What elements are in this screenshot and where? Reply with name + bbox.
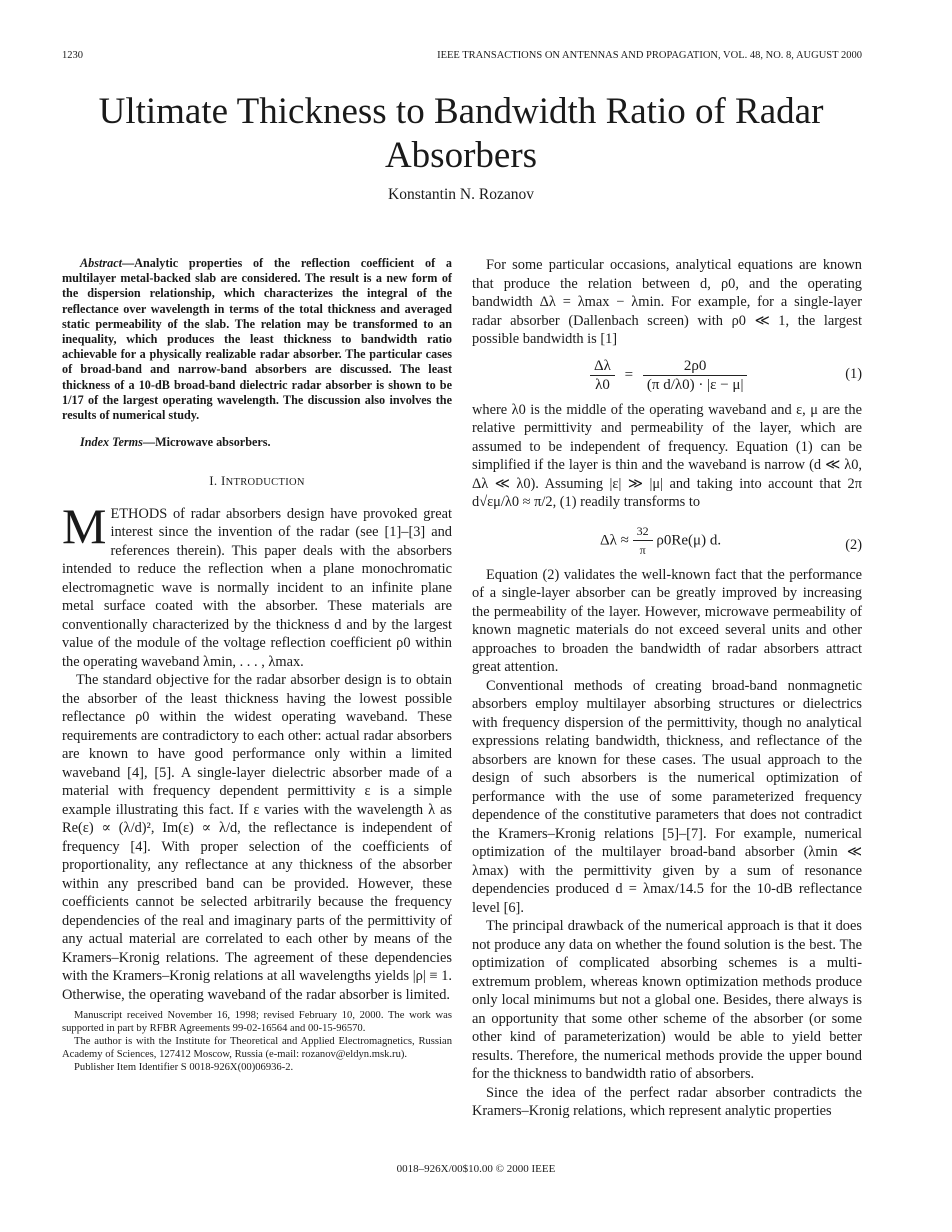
intro-paragraph-2: The standard objective for the radar absorber design is to obtain the absorber of the least thickness having the lowest possible reflectance ρ0 within the widest operating waveband. These requirements are contradictory to each other: actual radar absorbers are known to have good performance only within a limited waveband [4], [5]. A single-layer dielectric absorber made of a material with frequency dependent permittivity ε is a simple example illustrating this fact. If ε varies with the wavelength λ as Re(ε) ∝ (λ/d)², Im(ε) ∝ λ/d, the reflectance is independent of frequency [4]. With proper selection of the coefficients of proportionality, any reflectance at any thickness of the absorber within any prescribed band can be provided. However, these coefficients cannot be selected arbitrarily because the frequency dependencies of the real and imaginary parts of the permittivity of any actual material are correlated to each other by means of the Kramers–Kronig relations. The agreement of these dependencies with the Kramers–Kronig relations at all wavelengths yields |ρ| ≡ 1. Otherwise, the operating waveband of the radar absorber is limited. — [62, 672, 452, 1003]
index-terms-label: Index Terms — [80, 435, 143, 450]
right-paragraph-4: Conventional methods of creating broad-band nonmagnetic absorbers employ multilayer absorbing structures or dielectrics with frequency dispersion of the permittivity, though no analytical expressions relating bandwidth, thickness, and reflectance of the absorbers are known for these cases. The usual approach to the design of such absorbers is the numerical optimization of performance with the use of some parameterized frequency dependence of the constitutive parameters that does not contradict the Kramers–Kronig relations [5]–[7]. For example, numerical optimization of the multilayer broad-band absorber (λmin ≪ λmax) with the permittivity given by a sum of resonance dependencies produced d = λmax/14.5 for the 10-dB reflectance level [6]. — [472, 677, 862, 916]
equation-1-lhs — [590, 357, 615, 395]
section-title-initial: I — [220, 473, 226, 489]
equation-2-fraction — [633, 522, 653, 560]
footnotes — [62, 1010, 452, 1075]
intro-paragraph-1 — [62, 497, 452, 672]
equation-1-rhs-denominator: (π d/λ0) · |ε − μ| — [646, 377, 744, 393]
page-number: 1230 — [62, 50, 83, 61]
section-number: I. — [209, 473, 218, 489]
index-terms-text: —Microwave absorbers. — [142, 435, 271, 450]
footnote-identifier: Publisher Item Identifier S 0018-926X(00)06936-2. — [74, 1062, 294, 1074]
right-paragraph-5: The principal drawback of the numerical approach is that it does not produce any data on whether the found solution is the best. The optimization of complicated absorbing schemes is a multi-extremum problem, whereas known optimization methods produce only local minimums but not a global one. Besides, there always is an opportunity that some other scheme of the absorber (or some other kind of parameterization) would be able to yield better results. Therefore, the numerical methods provide the upper bound for the thickness to bandwidth ratio of absorbers. — [472, 918, 862, 1082]
intro-paragraph-1-text: ETHODS of radar absorbers design have provoked great interest since the invention of the radar (see [1]–[3] and references therein). This paper deals with the absorbers intended to reduce the reflection when a plane monochromatic electromagnetic wave is normally incident to an infinite plane metal surface coated with the absorber. These materials are conventionally characterized by the thickness d and by the largest value of the module of the voltage reflection coefficient ρ0 within the operating waveband λmin, . . . , λmax. — [62, 505, 452, 670]
right-column — [472, 256, 862, 1121]
right-paragraph-3: Equation (2) validates the well-known fact that the performance of a single-layer absorber can be greatly improved by increasing the permeability of the layer. However, microwave permeability of known magnetic materials do not exceed several units and other approaches to broaden the bandwidth of radar absorbers attract great attention. — [472, 566, 862, 675]
equation-2 — [472, 522, 862, 558]
abstract-text: —Analytic properties of the reflection coefficient of a multilayer metal-backed slab are considered. The result is a new form of the dispersion relationship, which characterizes the integral of the reflectance over wavelength in terms of the total thickness and averaged static permeability of the slab. The relation may be transformed to an inequality, which produces the least thickness to bandwidth ratio achievable for a physically realizable radar absorber. The particular cases of broad-band and narrow-band absorbers are discussed. The least thickness of a 10-dB broad-band dielectric radar absorber is shown to be 1/17 of the largest operating wavelength. The discussion also involves the results of numerical study. — [62, 256, 452, 423]
author-name: Konstantin N. Rozanov — [388, 186, 534, 203]
footnote-affiliation: The author is with the Institute for Theoretical and Applied Electromagnetics, Russian Academy of Sciences, 127412 Moscow, Russia (e-mail: rozanov@eldyn.msk.ru). — [62, 1036, 452, 1061]
left-column — [62, 256, 452, 1075]
abstract-label: Abstract — [80, 256, 122, 270]
right-paragraph-6: Since the idea of the perfect radar absorber contradicts the Kramers–Kronig relations, which represent analytic properties — [472, 1084, 862, 1119]
section-title-rest: NTRODUCTION — [225, 477, 305, 489]
equation-1-rhs-numerator: 2ρ0 — [643, 357, 748, 377]
abstract — [62, 256, 452, 423]
footnote-manuscript: Manuscript received November 16, 1998; revised February 10, 2000. The work was supported in part by RFBR Agreements 99-02-16564 and 00-15-96570. — [62, 1010, 452, 1035]
equation-2-numerator: 32 — [633, 522, 653, 542]
equation-2-lhs: Δλ ≈ — [600, 531, 629, 548]
equation-1-lhs-denominator: λ0 — [595, 377, 610, 393]
equation-2-rhs: ρ0Re(μ) d. — [656, 531, 722, 548]
equation-2-denominator: π — [639, 543, 646, 557]
equation-1: $\frac{\Delta\lambda}{\lambda 0}$ = $\frac{2\rho 0}{\text{(π d/λ0) · |ε − μ|}}$ (1) — [472, 353, 862, 397]
paper-title: Ultimate Thickness to Bandwidth Ratio of Radar Absorbers — [98, 91, 824, 176]
index-terms — [62, 435, 452, 450]
equation-2-number: (2) — [845, 536, 862, 553]
equation-1-number: (1) — [845, 365, 862, 382]
equation-1-rhs — [643, 357, 748, 395]
right-paragraph-1: For some particular occasions, analytical equations are known that produce the relation between d, ρ0, and the operating bandwidth Δλ = λmax − λmin. For example, for a single-layer radar absorber (Dallenbach screen) with ρ0 ≪ 1, the largest possible bandwidth is [1] — [472, 257, 862, 347]
drop-cap: M — [62, 497, 107, 554]
right-paragraph-2: where λ0 is the middle of the operating waveband and ε, μ are the relative permittivity and permeability of the layer, which are assumed to be independent of frequency. Equation (1) can be simplified if the layer is thin and the waveband is narrow (d ≪ λ0, Δλ ≪ λ0). Assuming |ε| ≫ |μ| and taking into account that 2π d√εμ/λ0 ≈ π/2, (1) readily transforms to — [472, 401, 862, 510]
journal-citation: IEEE TRANSACTIONS ON ANTENNAS AND PROPAGATION, VOL. 48, NO. 8, AUGUST 2000 — [437, 50, 862, 61]
equation-1-lhs-numerator: Δλ — [590, 357, 615, 377]
section-heading — [62, 472, 452, 493]
copyright-footer: 0018–926X/00$10.00 © 2000 IEEE — [396, 1163, 556, 1175]
